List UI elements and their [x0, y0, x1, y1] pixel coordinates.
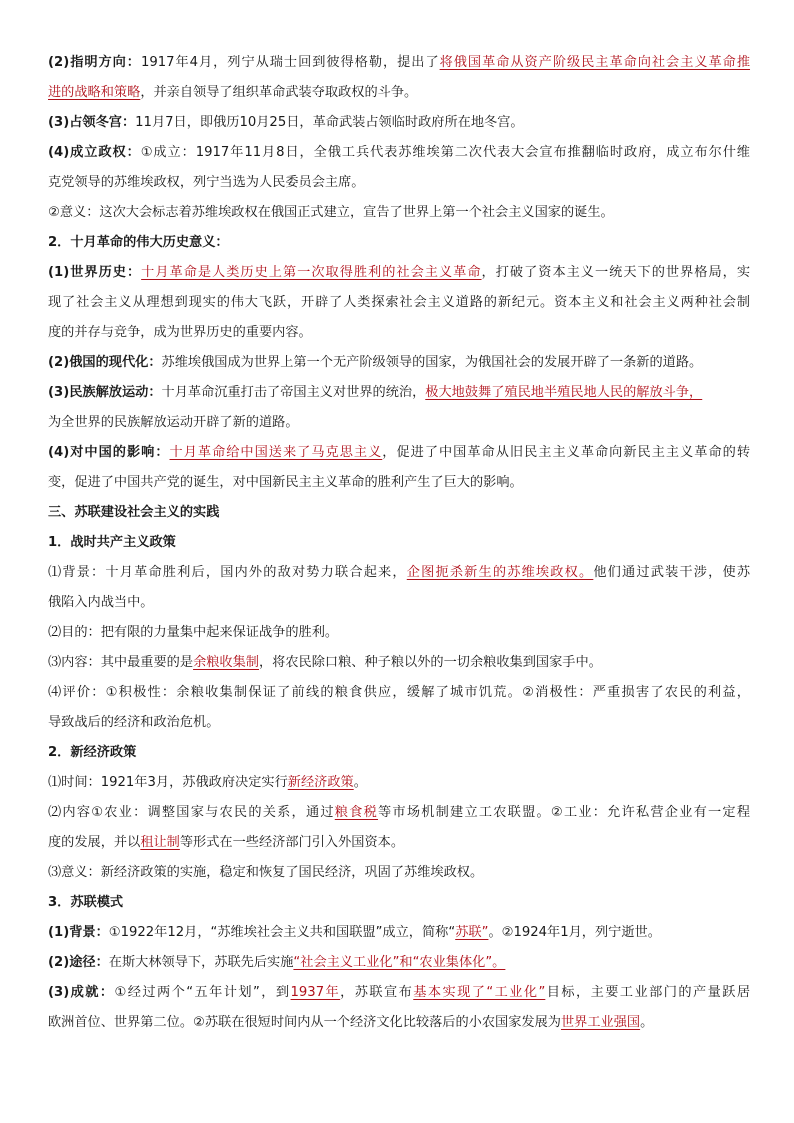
text: ⑵内容①农业：调整国家与农民的关系，通过 [48, 805, 335, 820]
text: ，并亲自领导了组织革命武装夺取政权的斗争。 [140, 85, 418, 100]
highlight-marxism: 十月革命给中国送来了马克思主义 [169, 445, 383, 460]
paragraph-nep-significance: ⑶意义：新经济政策的实施，稳定和恢复了国民经济，巩固了苏维埃政权。 [48, 865, 484, 880]
label-russia-modernization: (2)俄国的现代化： [48, 355, 162, 370]
text: 。 [353, 775, 367, 790]
paragraph-establish-regime [48, 138, 750, 168]
paragraph-war-background-cont [48, 588, 750, 618]
text: 度的发展，并以 [48, 835, 141, 850]
label-model-achievement: (3)成就： [48, 985, 115, 1000]
paragraph-national-liberation [48, 378, 750, 408]
text: 等形式在一些经济部门引入外国资本。 [179, 835, 405, 850]
paragraph-model-achievement [48, 978, 750, 1008]
paragraph-war-evaluation [48, 678, 750, 708]
highlight-strangle-regime: 企图扼杀新生的苏维埃政权。 [406, 565, 594, 580]
text: ②意义：这次大会标志着苏维埃政权在俄国正式建立，宣告了世界上第一个社会主义国家的诞生。 [48, 205, 614, 220]
paragraph-russia-modernization [48, 348, 750, 378]
highlight-first-socialist-revolution: 十月革命是人类历史上第一次取得胜利的社会主义革命 [141, 265, 482, 280]
text: 11月7日，即俄历10月25日，革命武装占领临时政府所在地冬宫。 [135, 115, 524, 130]
text: ，苏联宣布 [340, 985, 414, 1000]
paragraph-war-content [48, 648, 750, 678]
paragraph-nep-content [48, 798, 750, 828]
highlight-industrialization-achieved: 基本实现了“工业化” [413, 985, 546, 1000]
section-heading-significance: 2．十月革命的伟大历史意义： [48, 235, 229, 250]
text: 1917年4月，列宁从瑞士回到彼得格勒，提出了 [140, 55, 440, 70]
highlight-grain-tax: 粮食税 [334, 805, 379, 820]
text: 他们通过武装干涉，使苏 [593, 565, 751, 580]
text: ①经过两个“五年计划”，到 [114, 985, 291, 1000]
label-winter-palace: (3)占领冬宫： [48, 115, 136, 130]
label-china-impact: (4)对中国的影响： [48, 445, 170, 460]
text: 变，促进了中国共产党的诞生，对中国新民主主义革命的胜利产生了巨大的影响。 [48, 475, 523, 490]
text: ，打破了资本主义一统天下的世界格局，实 [481, 265, 751, 280]
document-page [48, 48, 750, 1038]
paragraph-nep-content-cont [48, 828, 750, 858]
text: 在斯大林领导下，苏联先后实施 [108, 955, 294, 970]
text: ①成立：1917年11月8日，全俄工兵代表苏维埃第二次代表大会宣布推翻临时政府，成立布尔什维 [140, 145, 750, 160]
section-heading-soviet-model: 3．苏联模式 [48, 895, 124, 910]
paragraph-direction-cont [48, 78, 750, 108]
paragraph-nep-time [48, 768, 750, 798]
highlight-industrialization-collectivization: “社会主义工业化”和“农业集体化”。 [293, 955, 506, 970]
text: 十月革命沉重打击了帝国主义对世界的统治， [161, 385, 426, 400]
text: 。②1924年1月，列宁逝世。 [488, 925, 661, 940]
paragraph-model-path [48, 948, 750, 978]
paragraph-winter-palace [48, 108, 750, 138]
paragraph-war-purpose: ⑵目的：把有限的力量集中起来保证战争的胜利。 [48, 625, 339, 640]
paragraph-china-impact [48, 438, 750, 468]
highlight-ussr: 苏联” [455, 925, 489, 940]
paragraph-model-background [48, 918, 750, 948]
text: ⑴背景：十月革命胜利后，国内外的敌对势力联合起来， [48, 565, 407, 580]
label-model-background: (1)背景： [48, 925, 109, 940]
text: 俄陷入内战当中。 [48, 595, 154, 610]
section-heading-war-communism: 1．战时共产主义政策 [48, 535, 176, 550]
text: 导致战后的经济和政治危机。 [48, 715, 220, 730]
label-establish-regime: (4)成立政权： [48, 145, 141, 160]
highlight-1937: 1937年 [290, 985, 341, 1000]
text: ⑶内容：其中最重要的是 [48, 655, 194, 670]
paragraph-regime-significance [48, 198, 750, 228]
highlight-liberation-struggle: 极大地鼓舞了殖民地半殖民地人民的解放斗争， [425, 385, 703, 400]
label-world-history: (1)世界历史： [48, 265, 142, 280]
text: 等市场机制建立工农联盟。②工业：允许私营企业有一定程 [378, 805, 751, 820]
paragraph-national-liberation-cont [48, 408, 750, 438]
highlight-nep: 新经济政策 [287, 775, 354, 790]
text: 苏维埃俄国成为世界上第一个无产阶级领导的国家，为俄国社会的发展开辟了一条新的道路。 [161, 355, 703, 370]
text: 现了社会主义从理想到现实的伟大飞跃，开辟了人类探索社会主义道路的新纪元。资本主义和社会主义两种社会制 [48, 295, 750, 310]
text: ，将农民除口粮、种子粮以外的一切余粮收集到国家手中。 [259, 655, 602, 670]
label-direction: (2)指明方向： [48, 55, 141, 70]
highlight-strategy-cont: 进的战略和策略 [48, 85, 141, 100]
text: 欧洲首位、世界第二位。②苏联在很短时间内从一个经济文化比较落后的小农国家发展为 [48, 1015, 561, 1030]
text: 。 [640, 1015, 654, 1030]
text: 度的并存与竞争，成为世界历史的重要内容。 [48, 325, 312, 340]
highlight-surplus-grain: 余粮收集制 [193, 655, 259, 670]
paragraph-direction [48, 48, 750, 78]
paragraph-war-background [48, 558, 750, 588]
label-model-path: (2)途径： [48, 955, 109, 970]
highlight-strategy: 将俄国革命从资产阶级民主革命向社会主义革命推 [439, 55, 751, 70]
paragraph-china-impact-cont [48, 468, 750, 498]
paragraph-establish-regime-cont [48, 168, 750, 198]
chapter-heading-soviet-practice: 三、苏联建设社会主义的实践 [48, 505, 220, 520]
paragraph-world-history [48, 258, 750, 288]
text: 目标，主要工业部门的产量跃居 [545, 985, 751, 1000]
paragraph-war-evaluation-cont [48, 708, 750, 738]
paragraph-world-history-cont [48, 288, 750, 318]
text: ，促进了中国革命从旧民主主义革命向新民主主义革命的转 [382, 445, 751, 460]
text: ①1922年12月，“苏维埃社会主义共和国联盟”成立，简称“ [108, 925, 456, 940]
paragraph-model-achievement-cont [48, 1008, 750, 1038]
label-national-liberation: (3)民族解放运动： [48, 385, 162, 400]
text: 克党领导的苏维埃政权，列宁当选为人民委员会主席。 [48, 175, 365, 190]
paragraph-world-history-end [48, 318, 750, 348]
text: ⑷评价：①积极性：余粮收集制保证了前线的粮食供应，缓解了城市饥荒。②消极性：严重损害了农民的利益， [48, 685, 750, 700]
highlight-industrial-power: 世界工业强国 [560, 1015, 641, 1030]
text: 为全世界的民族解放运动开辟了新的道路。 [48, 415, 299, 430]
section-heading-nep: 2．新经济政策 [48, 745, 137, 760]
highlight-concession: 租让制 [140, 835, 180, 850]
text: ⑴时间：1921年3月，苏俄政府决定实行 [48, 775, 288, 790]
